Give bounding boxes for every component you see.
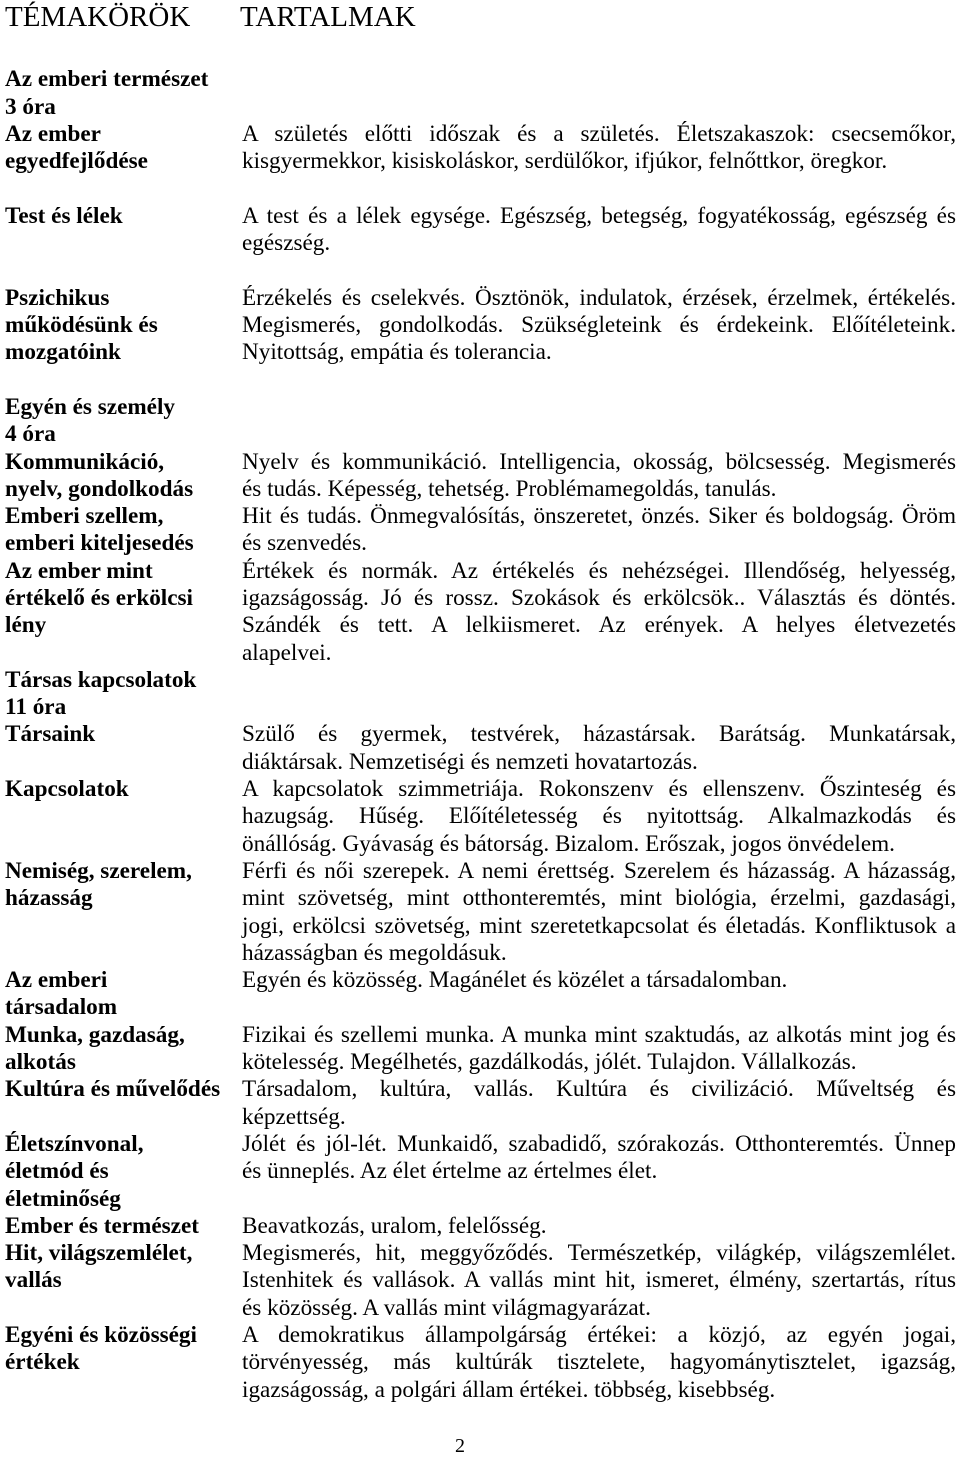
topic-cell — [5, 394, 242, 449]
content-cell — [242, 1213, 956, 1240]
content-line: Jólét és jól-lét. Munkaidő, szabadidő, szórakozás. Otthonteremtés. Ünnep — [242, 1130, 956, 1157]
content-cell — [242, 776, 956, 858]
topic-cell — [5, 1022, 242, 1077]
topic-line: mozgatóink — [5, 339, 121, 366]
topic-row — [5, 721, 956, 776]
content-line: Nyitottság, empátia és tolerancia. — [242, 339, 552, 366]
unit-heading-row — [5, 667, 956, 722]
content-cell — [242, 721, 956, 776]
content-line: és szenvedés. — [242, 530, 367, 557]
content-line: képzettség. — [242, 1103, 346, 1130]
topic-line: Munka, gazdaság, — [5, 1021, 185, 1048]
topic-row — [5, 858, 956, 967]
topic-line: társadalom — [5, 994, 118, 1021]
topic-cell — [5, 858, 242, 913]
content-line: Szülő és gyermek, testvérek, házastársak. Barátság. Munkatársak, — [242, 721, 956, 748]
topic-cell — [5, 203, 242, 230]
content-line: és tudás. Képesség, tehetség. Problémamegoldás, tanulás. — [242, 475, 777, 502]
topic-line: Nemiség, szerelem, — [5, 857, 192, 884]
topic-line: életmód és — [5, 1158, 109, 1185]
topic-line: emberi kiteljesedés — [5, 530, 194, 557]
page-number: 2 — [455, 1435, 465, 1457]
unit-heading-row — [5, 394, 956, 449]
content-line: és közösség. A vallás mint világmagyarázat. — [242, 1294, 651, 1321]
content-line: Egyén és közösség. Magánélet és közélet a társadalomban. — [242, 967, 788, 994]
topic-line: Az ember — [5, 120, 101, 147]
content-line: Értékek és normák. Az értékelés és nehézségei. Illendőség, helyesség, — [242, 557, 956, 584]
content-line: Beavatkozás, uralom, felelősség. — [242, 1212, 547, 1239]
topic-line: értékelő és erkölcsi — [5, 584, 194, 611]
topic-line: Kommunikáció, — [5, 448, 165, 475]
topic-line: Társaink — [5, 721, 96, 748]
content-line: mint szövetség, mint otthonteremtés, mint biológia, érzelmi, gazdasági, — [242, 885, 956, 912]
topic-row — [5, 967, 956, 1022]
topic-cell — [5, 967, 242, 1022]
content-line: Megismerés, hit, meggyőződés. Természetkép, világkép, világszemlélet. — [242, 1240, 956, 1267]
content-line: Fizikai és szellemi munka. A munka mint szaktudás, az alkotás mint jog és — [242, 1021, 956, 1048]
topic-cell — [5, 1240, 242, 1295]
topic-cell — [5, 721, 242, 748]
topic-cell — [5, 667, 242, 722]
topic-line: vallás — [5, 1267, 62, 1294]
content-cell — [242, 1131, 956, 1186]
content-cell — [242, 121, 956, 176]
topic-row — [5, 558, 956, 667]
content-line: diáktársak. Nemzetiségi és nemzeti hovatartozás. — [242, 748, 698, 775]
topic-line: működésünk és — [5, 312, 158, 339]
unit-hours: 11 óra — [5, 694, 67, 721]
unit-hours: 4 óra — [5, 421, 56, 448]
topic-line: Kapcsolatok — [5, 776, 129, 803]
topic-line: Egyéni és közösségi — [5, 1322, 197, 1348]
content-cell — [242, 449, 956, 504]
topic-row — [5, 776, 956, 858]
content-line: törvényesség, más kultúrák tisztelete, hagyománytisztelet, igazság, — [242, 1349, 956, 1376]
content-line: A test és a lélek egysége. Egészség, betegség, fogyatékosság, egészség és — [242, 202, 956, 229]
topic-cell — [5, 121, 242, 176]
content-line: házasságban és megoldásuk. — [242, 939, 507, 966]
topic-row — [5, 285, 956, 367]
content-line: kisgyermekkor, kisiskoláskor, serdülőkor, ifjúkor, felnőttkor, öregkor. — [242, 148, 888, 175]
content-line: alapelvei. — [242, 639, 332, 666]
topic-row — [5, 503, 956, 558]
topic-line: értékek — [5, 1349, 80, 1376]
topic-line: nyelv, gondolkodás — [5, 475, 194, 502]
topic-cell — [5, 1322, 242, 1377]
content-line: Istenhitek és vallások. A vallás mint hit, ismeret, élmény, szertartás, rítus — [242, 1267, 956, 1294]
content-cell — [242, 558, 956, 667]
topic-cell — [5, 285, 242, 367]
topic-line: Test és lélek — [5, 202, 123, 229]
content-cell — [242, 203, 956, 258]
topic-row — [5, 1213, 956, 1240]
topic-cell — [5, 449, 242, 504]
content-line: önállóság. Gyávaság és bátorság. Bizalom. Erőszak, jogos önvédelem. — [242, 830, 895, 857]
content-cell — [242, 285, 956, 367]
topic-row — [5, 203, 956, 258]
content-line: Megismerés, gondolkodás. Szükségleteink és érdekeink. Előítéleteink. — [242, 312, 956, 339]
topic-cell — [5, 503, 242, 558]
topic-cell — [5, 1076, 242, 1103]
content-line: Társadalom, kultúra, vallás. Kultúra és civilizáció. Műveltség és — [242, 1076, 956, 1103]
topic-row — [5, 1322, 956, 1404]
content-line: Szándék és tett. A lelkiismeret. Az erények. A helyes életvezetés — [242, 612, 956, 639]
topic-cell — [5, 776, 242, 803]
topic-row — [5, 449, 956, 504]
topic-line: lény — [5, 612, 47, 639]
content-line: Férfi és női szerepek. A nemi érettség. Szerelem és házasság. A házasság, — [242, 857, 956, 884]
topic-cell — [5, 558, 242, 640]
topic-line: Az emberi — [5, 967, 108, 994]
topic-cell — [5, 66, 242, 121]
topic-line: Kultúra és művelődés — [5, 1076, 221, 1103]
topic-line: egyedfejlődése — [5, 148, 148, 175]
content-cell — [242, 1322, 956, 1404]
content-line: A születés előtti időszak és a születés. Életszakaszok: csecsemőkor, — [242, 120, 956, 147]
topic-line: házasság — [5, 885, 93, 912]
topic-cell — [5, 1131, 242, 1213]
content-cell — [242, 503, 956, 558]
curriculum-table — [5, 66, 956, 1404]
topic-row — [5, 121, 956, 176]
topic-line: Ember és természet — [5, 1212, 199, 1239]
topics-column-header: TÉMAKÖRÖK — [5, 1, 191, 33]
content-cell — [242, 858, 956, 967]
content-line: egészség. — [242, 230, 331, 257]
contents-column-header: TARTALMAK — [240, 1, 416, 33]
topic-row — [5, 1076, 956, 1131]
topic-line: Hit, világszemlélet, — [5, 1240, 193, 1267]
content-line: kötelesség. Megélhetés, gazdálkodás, jólét. Tulajdon. Vállalkozás. — [242, 1049, 857, 1076]
unit-title: Az emberi természet — [5, 66, 209, 93]
content-cell — [242, 1022, 956, 1077]
content-line: A kapcsolatok szimmetriája. Rokonszenv és ellenszenv. Őszinteség és — [242, 776, 956, 803]
content-line: Hit és tudás. Önmegvalósítás, önszeretet, önzés. Siker és boldogság. Öröm — [242, 503, 956, 530]
topic-row — [5, 1022, 956, 1077]
unit-title: Egyén és személy — [5, 393, 176, 420]
content-cell — [242, 967, 956, 994]
unit-heading-row — [5, 66, 956, 121]
content-line: igazságosság, a polgári állam értékei. többség, kisebbség. — [242, 1376, 776, 1403]
topic-line: Emberi szellem, — [5, 503, 164, 530]
topic-row — [5, 1131, 956, 1213]
topic-line: életminőség — [5, 1185, 121, 1212]
topic-line: Életszínvonal, — [5, 1130, 144, 1157]
unit-title: Társas kapcsolatok — [5, 666, 197, 693]
topic-cell — [5, 1213, 242, 1240]
topic-row — [5, 1240, 956, 1322]
content-cell — [242, 1240, 956, 1322]
content-line: Nyelv és kommunikáció. Intelligencia, okosság, bölcsesség. Megismerés — [242, 448, 956, 475]
content-line: hazugság. Hűség. Előítéletesség és nyitottság. Alkalmazkodás és — [242, 803, 956, 830]
topic-line: alkotás — [5, 1049, 76, 1076]
content-cell — [242, 1076, 956, 1131]
topic-line: Az ember mint — [5, 557, 153, 584]
content-line: igazságosság. Jó és rossz. Szokások és erkölcsök.. Választás és döntés. — [242, 584, 956, 611]
unit-hours: 3 óra — [5, 93, 56, 120]
content-line: jogi, erkölcsi szövetség, mint szeretetkapcsolat és életadás. Konfliktusok a — [242, 912, 956, 939]
content-line: Érzékelés és cselekvés. Ösztönök, indulatok, érzések, érzelmek, értékelés. — [242, 284, 956, 311]
topic-line: Pszichikus — [5, 284, 110, 311]
content-line: és ünneplés. Az élet értelme az értelmes élet. — [242, 1158, 658, 1185]
content-line: A demokratikus állampolgárság értékei: a közjó, az egyén jogai, — [242, 1322, 956, 1348]
